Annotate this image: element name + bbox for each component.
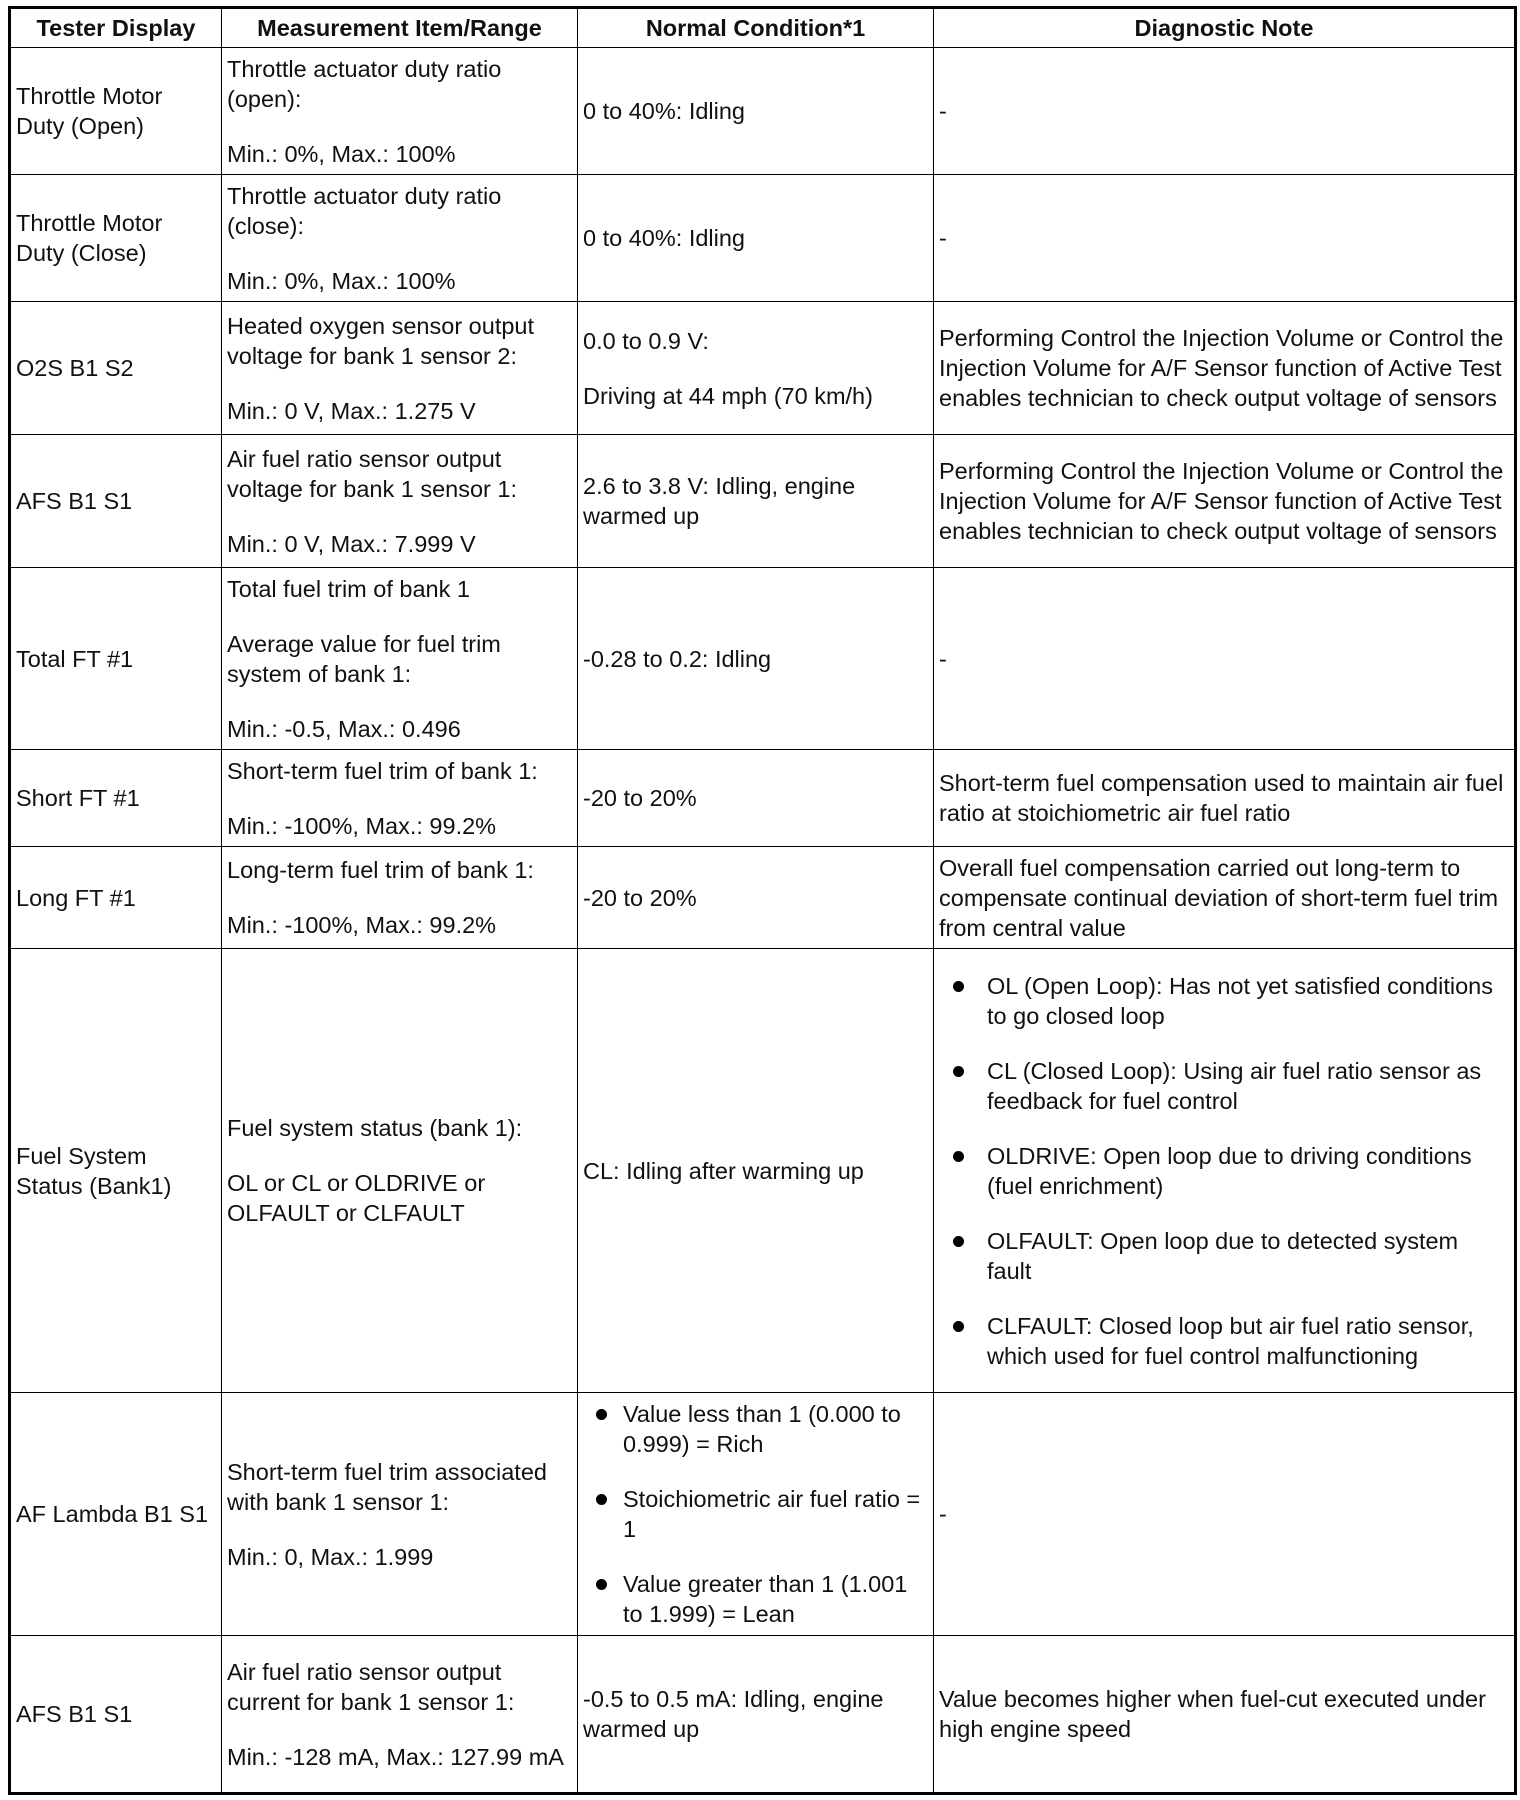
tester-display-cell: Throttle Motor Duty (Close) bbox=[10, 175, 222, 302]
diagnostic-note-cell bbox=[934, 568, 1516, 750]
list-item bbox=[939, 1141, 1509, 1201]
diagnostic-note-text: Performing Control the Injection Volume or Control the Injection Volume for A/F Sensor function of Active Test enables technician to check output voltage of sensors bbox=[939, 458, 1504, 544]
diagnostic-note-text: - bbox=[939, 1501, 947, 1527]
diagnostic-note-text: - bbox=[939, 645, 947, 672]
measurement-range: Min.: -100%, Max.: 99.2% bbox=[227, 912, 497, 938]
bullet-icon bbox=[596, 1409, 607, 1420]
header-diagnostic-note: Diagnostic Note bbox=[934, 8, 1516, 48]
normal-condition-cell bbox=[578, 1393, 934, 1636]
list-item bbox=[583, 1399, 928, 1459]
table-row bbox=[10, 568, 1516, 750]
measurement-text: Long-term fuel trim of bank 1: bbox=[227, 857, 534, 883]
measurement-range: Min.: -0.5, Max.: 0.496 bbox=[227, 715, 461, 742]
table-row bbox=[10, 1636, 1516, 1794]
diagnostic-note-text: Performing Control the Injection Volume or Control the Injection Volume for A/F Sensor function of Active Test enables technician to check output voltage of sensors bbox=[939, 325, 1504, 411]
measurement-text: Throttle actuator duty ratio (close): bbox=[227, 182, 502, 239]
measurement-text: Total fuel trim of bank 1 bbox=[227, 575, 470, 602]
measurement-text: Air fuel ratio sensor output voltage for bank 1 sensor 1: bbox=[227, 445, 518, 502]
bullet-icon bbox=[953, 1321, 964, 1332]
diagnostic-note-text: - bbox=[939, 98, 947, 124]
bullet-list bbox=[939, 971, 1509, 1371]
measurement-range: OL or CL or OLDRIVE or OLFAULT or CLFAULT bbox=[227, 1170, 486, 1226]
measurement-text: Average value for fuel trim system of bank 1: bbox=[227, 630, 501, 687]
list-item-text: Stoichiometric air fuel ratio = 1 bbox=[623, 1486, 921, 1542]
tester-display-cell: AF Lambda B1 S1 bbox=[10, 1393, 222, 1636]
normal-condition-cell bbox=[578, 568, 934, 750]
normal-condition-cell bbox=[578, 847, 934, 949]
diagnostic-note-cell bbox=[934, 847, 1516, 949]
measurement-range: Min.: 0%, Max.: 100% bbox=[227, 140, 456, 167]
measurement-range: Min.: 0 V, Max.: 7.999 V bbox=[227, 530, 476, 557]
list-item bbox=[939, 1056, 1509, 1116]
diagnostic-note-cell bbox=[934, 1393, 1516, 1636]
tester-display-cell: AFS B1 S1 bbox=[10, 435, 222, 568]
header-row bbox=[10, 8, 1516, 48]
diagnostic-note-cell bbox=[934, 1636, 1516, 1794]
header-measurement: Measurement Item/Range bbox=[222, 8, 578, 48]
measurement-cell bbox=[222, 1636, 578, 1794]
normal-condition-text: -20 to 20% bbox=[583, 785, 697, 811]
normal-condition-cell bbox=[578, 175, 934, 302]
list-item-text: OLFAULT: Open loop due to detected system fault bbox=[987, 1227, 1459, 1284]
list-item bbox=[939, 1311, 1509, 1371]
bullet-icon bbox=[596, 1579, 607, 1590]
diagnostic-note-cell bbox=[934, 435, 1516, 568]
table-row bbox=[10, 750, 1516, 847]
measurement-text: Air fuel ratio sensor output current for bank 1 sensor 1: bbox=[227, 1658, 515, 1715]
measurement-cell bbox=[222, 435, 578, 568]
table-row bbox=[10, 175, 1516, 302]
normal-condition-text: -0.5 to 0.5 mA: Idling, engine warmed up bbox=[583, 1686, 884, 1742]
measurement-cell bbox=[222, 750, 578, 847]
tester-display-cell: Fuel System Status (Bank1) bbox=[10, 949, 222, 1393]
list-item bbox=[583, 1484, 928, 1544]
measurement-cell bbox=[222, 302, 578, 435]
tester-display-cell: Long FT #1 bbox=[10, 847, 222, 949]
list-item-text: Value less than 1 (0.000 to 0.999) = Rich bbox=[623, 1401, 901, 1457]
normal-condition-text: 2.6 to 3.8 V: Idling, engine warmed up bbox=[583, 473, 856, 529]
measurement-text: Heated oxygen sensor output voltage for bank 1 sensor 2: bbox=[227, 312, 535, 369]
measurement-cell bbox=[222, 175, 578, 302]
diagnostic-note-cell bbox=[934, 750, 1516, 847]
measurement-text: Short-term fuel trim of bank 1: bbox=[227, 757, 538, 784]
normal-condition-cell bbox=[578, 750, 934, 847]
normal-condition-cell bbox=[578, 302, 934, 435]
bullet-icon bbox=[953, 1066, 964, 1077]
tester-display-cell: Total FT #1 bbox=[10, 568, 222, 750]
normal-condition-text: Driving at 44 mph (70 km/h) bbox=[583, 382, 873, 409]
header-normal-condition: Normal Condition*1 bbox=[578, 8, 934, 48]
table-row bbox=[10, 847, 1516, 949]
diagnostic-note-text: Overall fuel compensation carried out long-term to compensate continual deviation of short-term fuel trim from central value bbox=[939, 854, 1499, 941]
diagnostic-note-text: - bbox=[939, 225, 947, 251]
normal-condition-text: 0 to 40%: Idling bbox=[583, 98, 745, 124]
normal-condition-cell bbox=[578, 1636, 934, 1794]
normal-condition-text: -0.28 to 0.2: Idling bbox=[583, 645, 772, 672]
table-row bbox=[10, 48, 1516, 175]
measurement-cell bbox=[222, 568, 578, 750]
normal-condition-text: 0.0 to 0.9 V: bbox=[583, 327, 709, 354]
measurement-range: Min.: 0, Max.: 1.999 bbox=[227, 1543, 434, 1570]
diagnostic-note-cell bbox=[934, 949, 1516, 1393]
diagnostic-note-text: Short-term fuel compensation used to maintain air fuel ratio at stoichiometric air fuel ratio bbox=[939, 770, 1504, 826]
list-item bbox=[583, 1569, 928, 1629]
normal-condition-cell bbox=[578, 48, 934, 175]
measurement-range: Min.: -128 mA, Max.: 127.99 mA bbox=[227, 1743, 564, 1770]
list-item-text: OLDRIVE: Open loop due to driving conditions (fuel enrichment) bbox=[987, 1142, 1472, 1199]
list-item bbox=[939, 971, 1509, 1031]
measurement-range: Min.: 0 V, Max.: 1.275 V bbox=[227, 397, 476, 424]
bullet-icon bbox=[953, 1151, 964, 1162]
normal-condition-cell bbox=[578, 435, 934, 568]
tester-display-cell: O2S B1 S2 bbox=[10, 302, 222, 435]
tester-display-cell: Throttle Motor Duty (Open) bbox=[10, 48, 222, 175]
bullet-list bbox=[583, 1399, 928, 1629]
list-item bbox=[939, 1226, 1509, 1286]
measurement-text: Fuel system status (bank 1): bbox=[227, 1115, 523, 1141]
table-row bbox=[10, 949, 1516, 1393]
measurement-range: Min.: -100%, Max.: 99.2% bbox=[227, 812, 497, 839]
measurement-text: Short-term fuel trim associated with bank 1 sensor 1: bbox=[227, 1458, 547, 1515]
diagnostic-note-cell bbox=[934, 48, 1516, 175]
list-item-text: CL (Closed Loop): Using air fuel ratio sensor as feedback for fuel control bbox=[987, 1057, 1482, 1114]
measurement-cell bbox=[222, 48, 578, 175]
diagnostic-note-cell bbox=[934, 302, 1516, 435]
diagnostic-data-table bbox=[8, 6, 1517, 1795]
measurement-cell bbox=[222, 847, 578, 949]
normal-condition-text: CL: Idling after warming up bbox=[583, 1157, 864, 1184]
bullet-icon bbox=[596, 1494, 607, 1505]
tester-display-cell: Short FT #1 bbox=[10, 750, 222, 847]
bullet-icon bbox=[953, 981, 964, 992]
header-tester-display: Tester Display bbox=[10, 8, 222, 48]
list-item-text: Value greater than 1 (1.001 to 1.999) = Lean bbox=[623, 1571, 908, 1627]
normal-condition-text: -20 to 20% bbox=[583, 884, 697, 911]
normal-condition-text: 0 to 40%: Idling bbox=[583, 225, 745, 251]
table-row bbox=[10, 1393, 1516, 1636]
normal-condition-cell bbox=[578, 949, 934, 1393]
measurement-cell bbox=[222, 949, 578, 1393]
list-item-text: OL (Open Loop): Has not yet satisfied conditions to go closed loop bbox=[987, 972, 1493, 1029]
diagnostic-note-text: Value becomes higher when fuel-cut executed under high engine speed bbox=[939, 1686, 1486, 1742]
measurement-text: Throttle actuator duty ratio (open): bbox=[227, 55, 502, 112]
tester-display-cell: AFS B1 S1 bbox=[10, 1636, 222, 1794]
table-row bbox=[10, 435, 1516, 568]
measurement-range: Min.: 0%, Max.: 100% bbox=[227, 267, 456, 294]
table-row bbox=[10, 302, 1516, 435]
list-item-text: CLFAULT: Closed loop but air fuel ratio sensor, which used for fuel control malfunctioning bbox=[987, 1312, 1474, 1369]
bullet-icon bbox=[953, 1236, 964, 1247]
measurement-cell bbox=[222, 1393, 578, 1636]
diagnostic-note-cell bbox=[934, 175, 1516, 302]
